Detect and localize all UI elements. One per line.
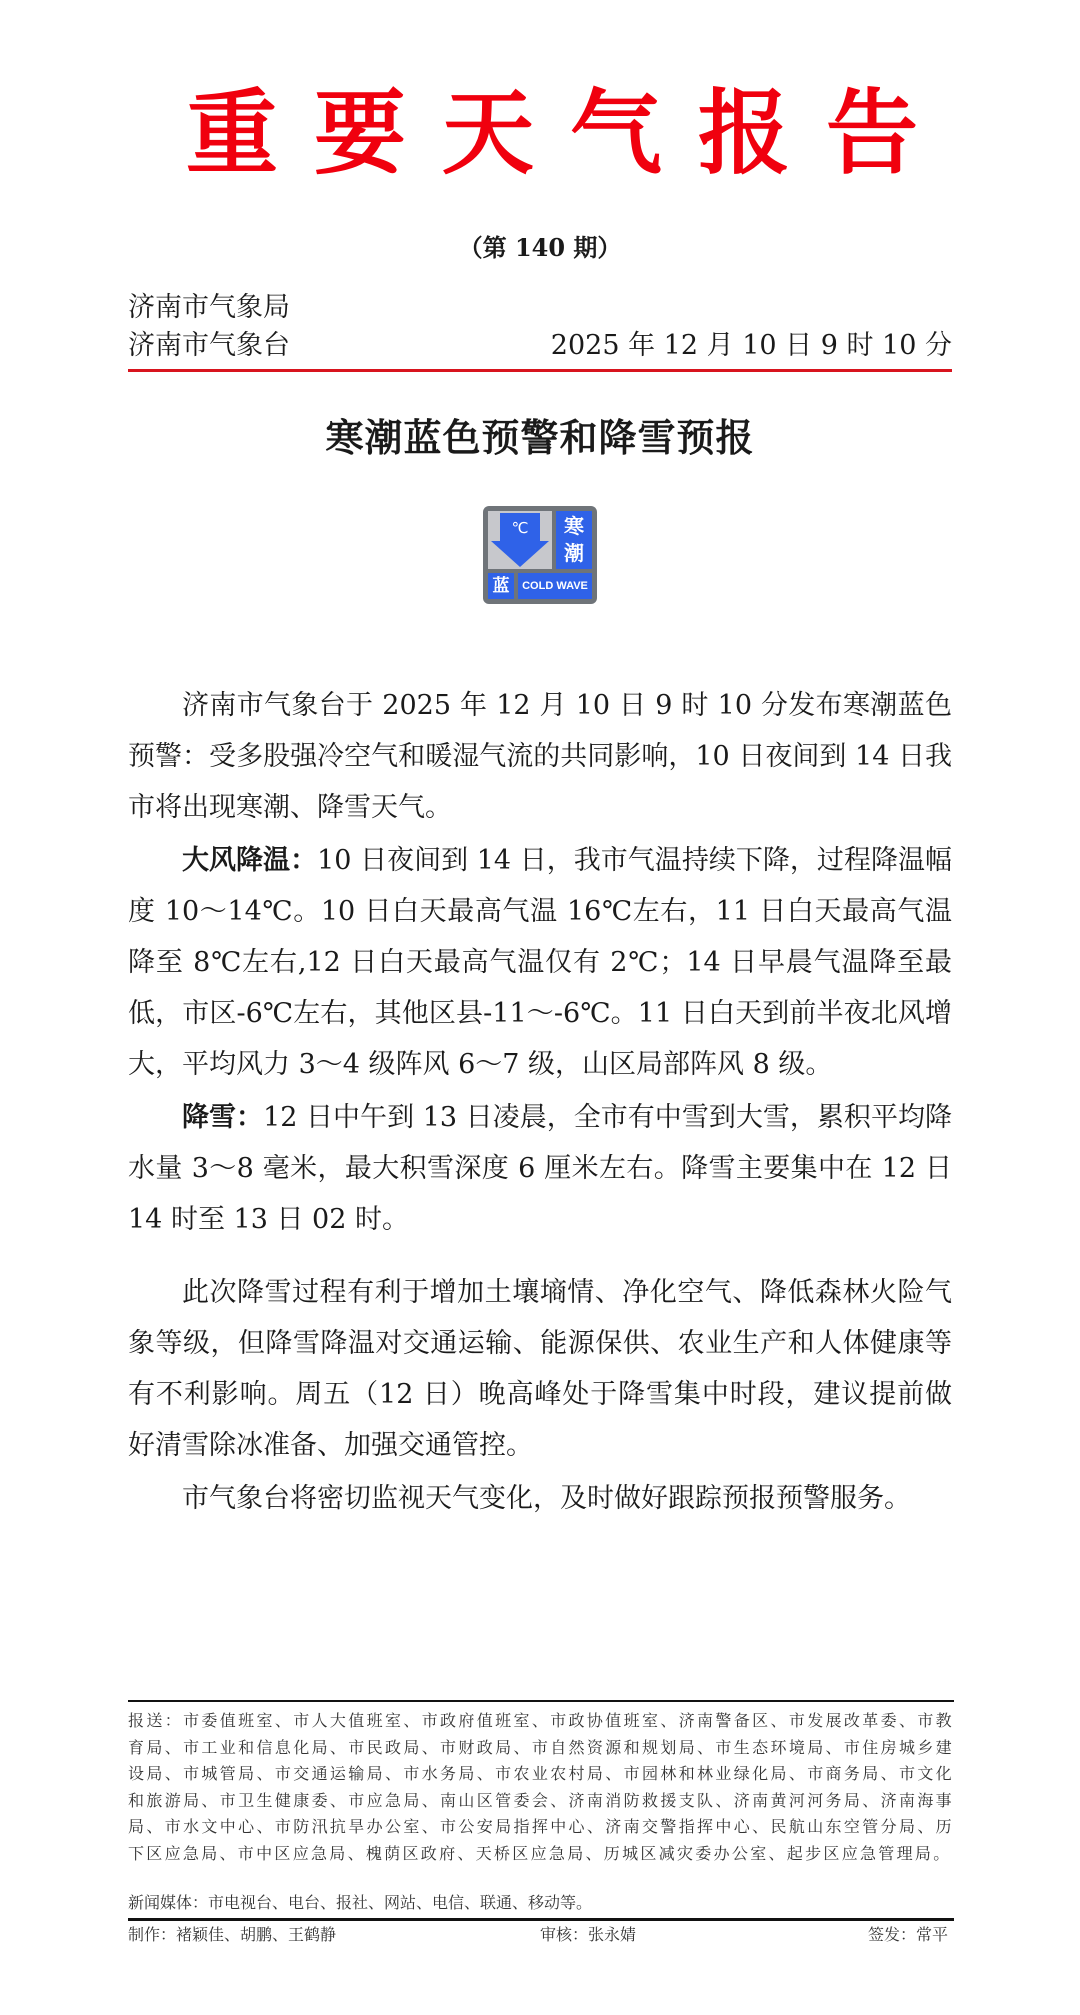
distribution-divider [128,1700,954,1702]
recipients-text: 报送：市委值班室、市人大值班室、市政府值班室、市政协值班室、济南警备区、市发展改革委、市教育局、市工业和信息化局、市民政局、市财政局、市自然资源和规划局、市生态环境局、市住房城乡建设局、市城管局、市交通运输局、市水务局、市农业农村局、市园林和林业绿化局、市商务局、市文化和旅游局、市卫生健康委、市应急局、南山区管委会、济南消防救援支队、济南黄河河务局、济南海事局、市水文中心、市防汛抗旱办公室、市公安局指挥中心、济南交警指挥中心、民航山东空管分局、历下区应急局、市中区应急局、槐荫区政府、天桥区应急局、历城区减灾委办公室、起步区应急管理局。 [128,1711,954,1863]
report-body [128,680,952,1524]
masthead-title: 重要天气报告 [185,79,954,187]
warning-type-char-2: 潮 [564,541,584,565]
issue-datetime: 2025 年 12 月 10 日 9 时 10 分 [550,330,952,361]
distribution-list [128,1708,954,1867]
header-red-divider [128,369,952,372]
warning-english-label: COLD WAVE [518,573,592,599]
signoff-divider [128,1918,954,1921]
warning-type-label [556,511,592,569]
paragraph-snowfall: 降雪：12 日中午到 13 日凌晨，全市有中雪到大雪，累积平均降水量 3～8 毫米，最大积雪深度 6 厘米左右。降雪主要集中在 12 日 14 时至 13 日 02 时。 [128,1102,952,1235]
media-list: 新闻媒体：市电视台、电台、报社、网站、电信、联通、移动等。 [128,1893,593,1912]
producer: 制作：褚颖佳、胡鹏、王鹤静 [128,1925,337,1944]
section-lead-wind-cooling: 大风降温： [182,845,318,876]
temperature-drop-icon [488,511,552,569]
approver: 签发：常平 [867,1925,948,1944]
paragraph-intro: 济南市气象台于 2025 年 12 月 10 日 9 时 10 分发布寒潮蓝色预警：受多股强冷空气和暖湿气流的共同影响，10 日夜间到 14 日我市将出现寒潮、降雪天气。 [128,690,952,823]
issuer-bureau: 济南市气象局 [128,292,290,323]
paragraph-closing: 市气象台将密切监视天气变化，及时做好跟踪预报预警服务。 [182,1483,911,1514]
issuer-observatory: 济南市气象台 [128,330,290,361]
down-arrow-icon [488,511,552,569]
paragraph-wind-cooling: 大风降温：10 日夜间到 14 日，我市气温持续下降，过程降温幅度 10～14℃。10 日白天最高气温 16℃左右，11 日白天最高气温降至 8℃左右,12 日白天最高气温仅有 2℃；14 日早晨气温降至最低，市区-6℃左右，其他区县-11～-6℃。11 日白天到前半夜北风增大，平均风力 3～4 级阵风 6～7 级，山区局部阵风 8 级。 [128,845,953,1080]
warning-level-label: 蓝 [488,573,514,599]
warning-type-char-1: 寒 [564,514,584,538]
issue-number: （第 140 期） [458,233,622,262]
reviewer: 审核：张永婧 [540,1925,637,1944]
paragraph-impact: 此次降雪过程有利于增加土壤墒情、净化空气、降低森林火险气象等级，但降雪降温对交通运输、能源保供、农业生产和人体健康等有不利影响。周五（12 日）晚高峰处于降雪集中时段，建议提前做好清雪除冰准备、加强交通管控。 [128,1277,952,1461]
document-title: 寒潮蓝色预警和降雪预报 [325,415,755,460]
section-lead-snowfall: 降雪： [182,1102,264,1133]
cold-wave-blue-warning-icon [483,506,597,604]
celsius-symbol: ℃ [511,519,529,537]
